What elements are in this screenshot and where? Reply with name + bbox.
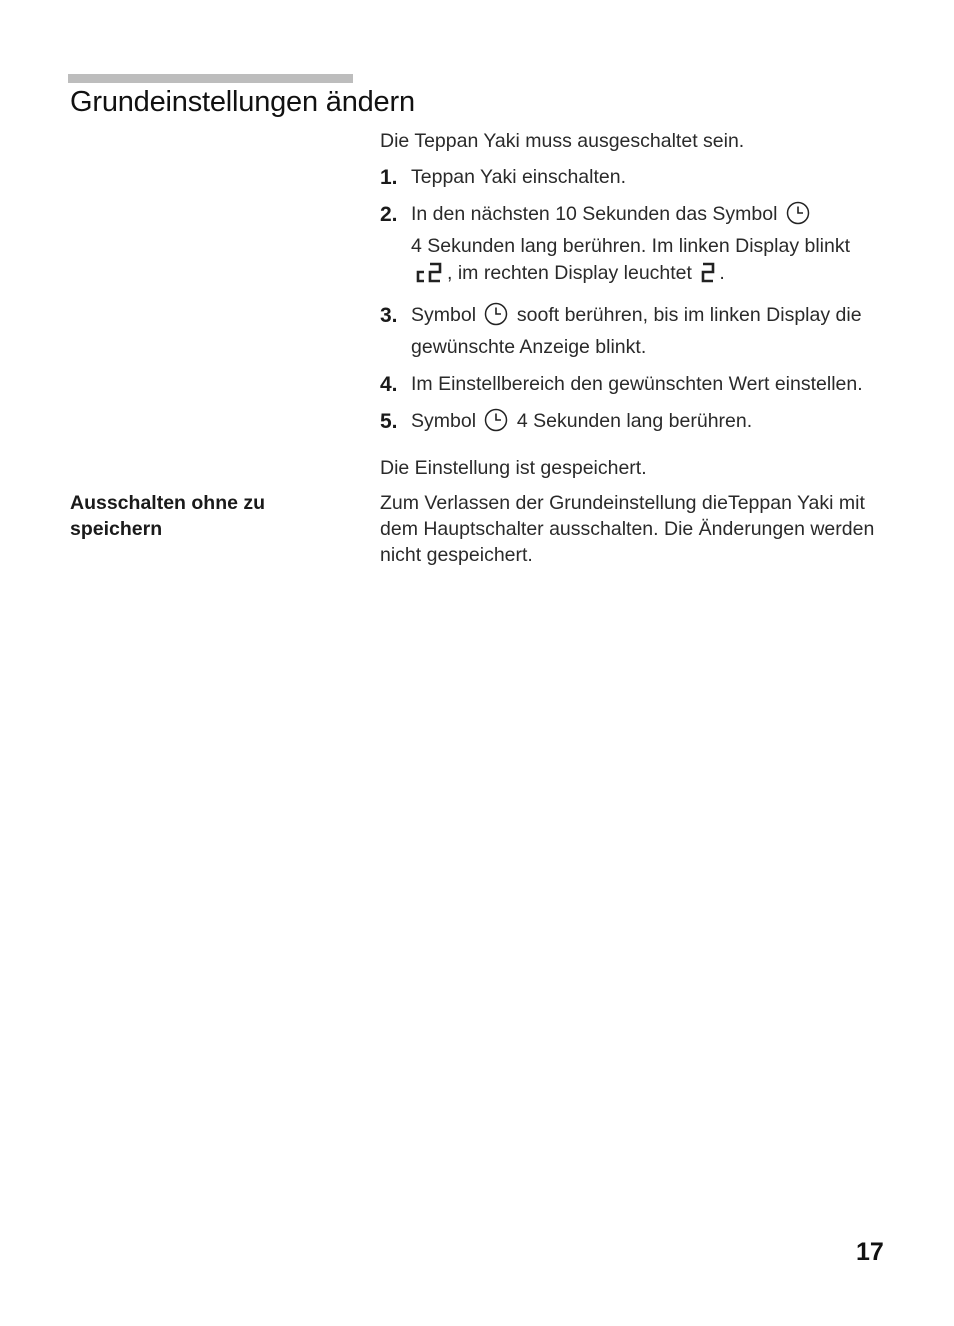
step-text: .	[719, 262, 725, 284]
clock-icon	[484, 408, 508, 440]
section-rule-bar	[68, 74, 353, 83]
step-text: Symbol	[411, 304, 477, 326]
display-c2-icon	[414, 260, 444, 292]
step-number: 4.	[380, 373, 398, 396]
step-text: 4 Sekunden lang berühren. Im linken Display blinkt	[411, 235, 851, 257]
list-item	[380, 408, 880, 440]
clock-icon	[484, 302, 508, 334]
step-text: sooft berühren, bis im linken Display die gewünschte Anzeige blinkt.	[411, 304, 862, 358]
display-2-icon	[700, 260, 716, 292]
step-number: 3.	[380, 304, 398, 327]
step-text: , im rechten Display leuchtet	[447, 262, 692, 284]
exit-note-heading: Ausschalten ohne zu speichern	[70, 492, 266, 540]
clock-icon	[786, 201, 810, 233]
step-text: Symbol	[411, 410, 477, 432]
list-item	[380, 164, 880, 191]
step-number: 5.	[380, 410, 398, 433]
exit-note-body: Zum Verlassen der Grundeinstellung dieTeppan Yaki mit dem Hauptschalter ausschalten. Die Änderungen werden nicht gespeichert.	[380, 492, 875, 566]
page-number: 17	[856, 1238, 884, 1266]
step-text: In den nächsten 10 Sekunden das Symbol	[411, 203, 778, 225]
result-text: Die Einstellung ist gespeichert.	[380, 457, 647, 479]
list-item	[380, 302, 880, 361]
step-text: Im Einstellbereich den gewünschten Wert einstellen.	[411, 373, 863, 395]
step-number: 2.	[380, 203, 398, 226]
list-item	[380, 201, 880, 292]
step-text: 4 Sekunden lang berühren.	[516, 410, 753, 432]
page-title: Grundeinstellungen ändern	[70, 86, 415, 118]
step-text: Teppan Yaki einschalten.	[411, 166, 627, 188]
intro-text: Die Teppan Yaki muss ausgeschaltet sein.	[380, 130, 745, 152]
steps-list	[380, 164, 880, 450]
list-item	[380, 371, 880, 398]
step-number: 1.	[380, 166, 398, 189]
